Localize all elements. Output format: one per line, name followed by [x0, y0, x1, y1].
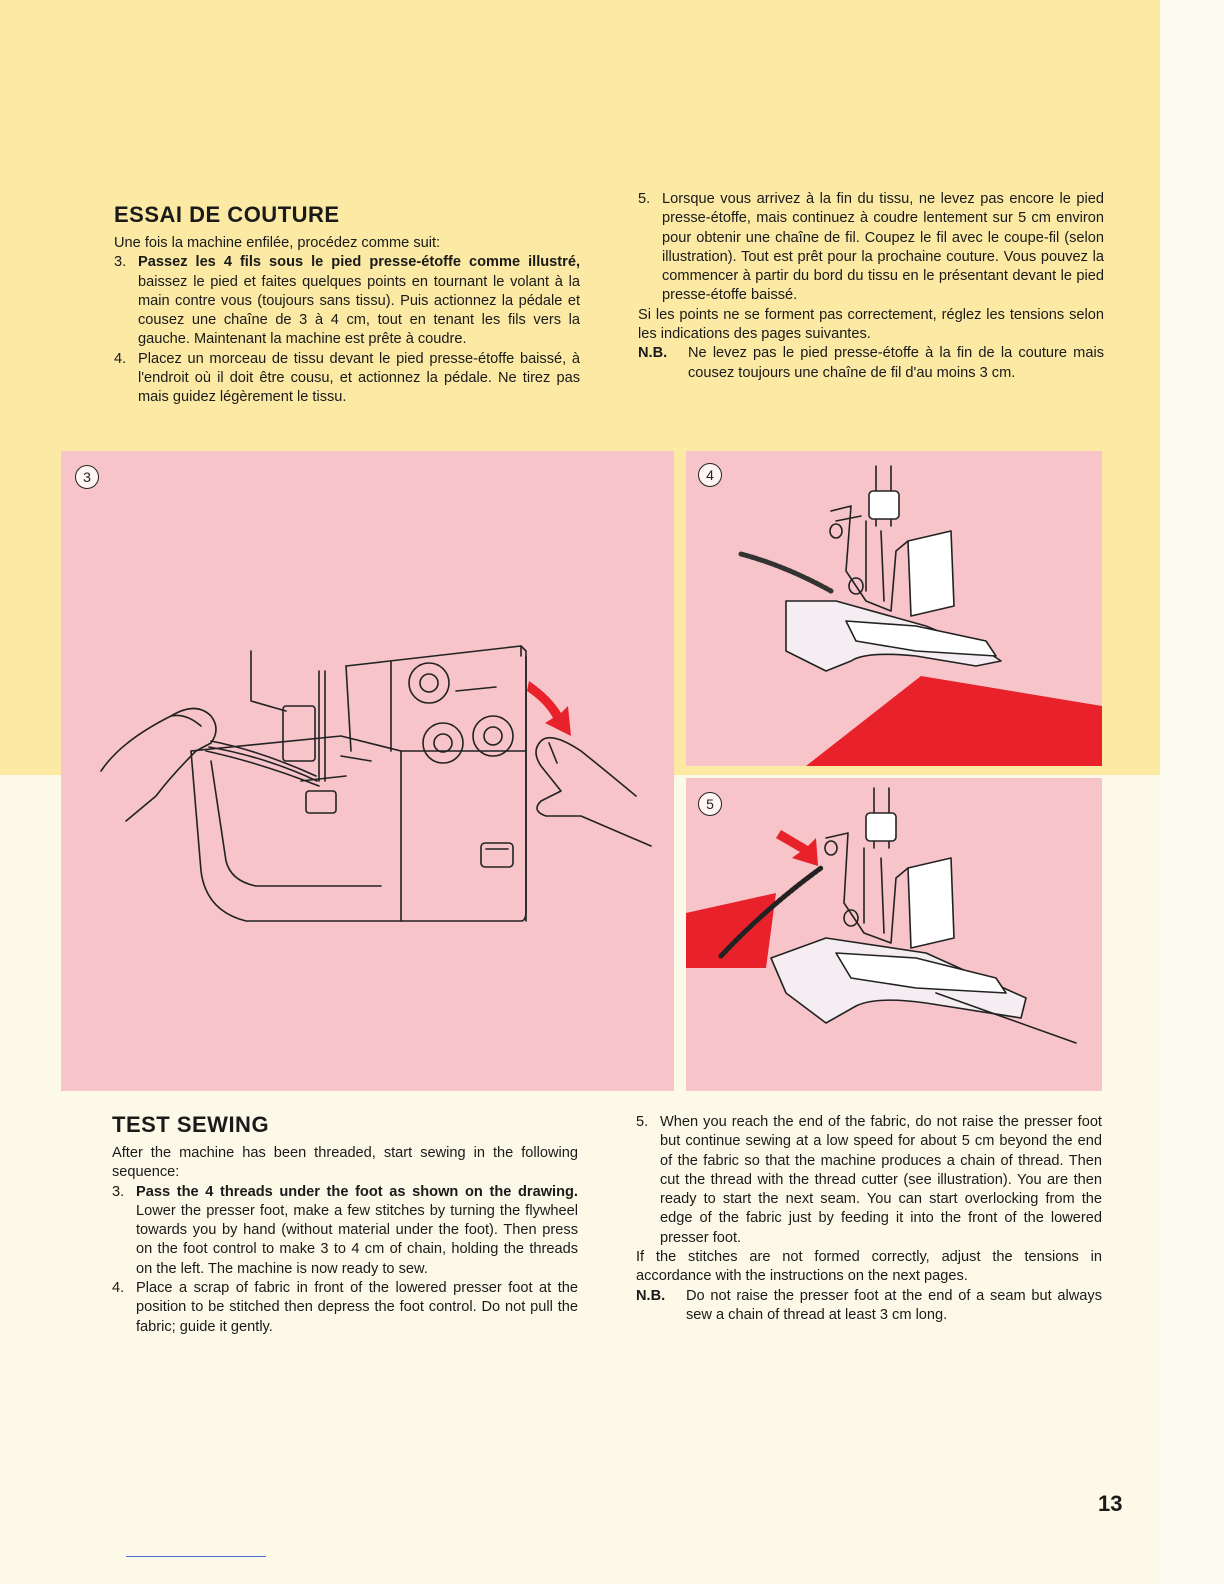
figure-3-panel [61, 451, 674, 1091]
figure-4-label: 4 [698, 463, 722, 487]
french-step-5-text: Lorsque vous arrivez à la fin du tissu, ne levez pas encore le pied presse-étoffe, mais continuez à coudre lentement sur 5 cm environ pour obtenir une chaîne de fil. Coupez le fil avec le coupe-fil (selon illustration). Tout est prêt pour la prochaine couture. Vous pouvez la commencer à partir du bord du tissu en le présentant devant le pied presse-étoffe baissé. [662, 191, 1104, 304]
right-margin-strip [1160, 0, 1224, 1584]
english-heading: TEST SEWING [112, 1112, 270, 1137]
english-right-column [636, 1113, 1102, 1325]
french-intro: Une fois la machine enfilée, procédez comme suit: [114, 235, 441, 251]
french-step-3-number: 3. [114, 254, 127, 271]
figure-4-panel [686, 451, 1102, 766]
french-left-column [114, 202, 580, 408]
footer-rule [126, 1556, 266, 1557]
figure-3-label: 3 [75, 465, 99, 489]
english-step-3-text: Lower the presser foot, make a few stitches by turning the flywheel towards you by hand (without material under the foot). Then press on the foot control to make 3 to 4 cm of chain, holding the threads on the left. The machine is now ready to sew. [136, 1202, 578, 1277]
french-step-3 [114, 253, 580, 349]
french-nb-text: Ne levez pas le pied presse-étoffe à la fin de la couture mais cousez toujours une chaîne de fil d'au moins 3 cm. [688, 345, 1104, 381]
french-step-5-number: 5. [638, 191, 651, 207]
english-step-5-number: 5. [636, 1114, 649, 1130]
presser-foot-illustration [686, 451, 1102, 766]
english-step-5 [636, 1113, 1102, 1248]
english-step-3 [112, 1183, 578, 1279]
french-note: Si les points ne se forment pas correctement, réglez les tensions selon les indications des pages suivantes. [638, 306, 1104, 343]
english-nb [636, 1287, 1102, 1326]
english-step-4-number: 4. [112, 1280, 125, 1297]
english-step-3-number: 3. [112, 1183, 125, 1200]
english-nb-label: N.B. [636, 1287, 666, 1304]
english-step-4 [112, 1279, 578, 1337]
figure-5-label: 5 [698, 792, 722, 816]
english-note: If the stitches are not formed correctly, adjust the tensions in accordance with the instructions on the next pages. [636, 1249, 1102, 1285]
french-right-column [638, 190, 1104, 383]
french-nb-label: N.B. [638, 345, 668, 362]
french-step-3-text: baissez le pied et faites quelques points en tournant le volant à la main contre vous (toujours sans tissu). Puis actionnez la pédale et cousez une chaîne de 3 à 4 cm, tout en tenant les fils vers la gauche. Maintenant la machine est prête à coudre. [138, 273, 580, 348]
french-step-5 [638, 190, 1104, 306]
english-step-3-bold: Pass the 4 threads under the foot as shown on the drawing. [136, 1183, 578, 1200]
english-step-5-text: When you reach the end of the fabric, do not raise the presser foot but continue sewing at a low speed for about 5 cm beyond the end of the fabric so that the machine produces a chain of thread. Then cut the thread with the thread cutter (see illustration). You are then ready to start the next seam. You can start overlocking from the edge of the fabric just by feeding it into the front of the lowered presser foot. [660, 1114, 1102, 1246]
rotation-arrow-icon [61, 451, 674, 1091]
page-number: 13 [1098, 1491, 1123, 1516]
french-step-4-number: 4. [114, 350, 127, 367]
english-nb-text: Do not raise the presser foot at the end of a seam but always sew a chain of thread at least 3 cm long. [686, 1287, 1102, 1323]
figure-5-panel [686, 778, 1102, 1091]
french-heading: ESSAI DE COUTURE [114, 202, 340, 227]
cutter-arrow-icon [686, 778, 1102, 1091]
french-nb [638, 344, 1104, 383]
english-step-4-text: Place a scrap of fabric in front of the lowered presser foot at the position to be stitched then depress the foot control. Do not pull the fabric; guide it gently. [136, 1280, 578, 1335]
french-step-4 [114, 350, 580, 408]
english-left-column [112, 1112, 578, 1337]
french-step-4-text: Placez un morceau de tissu devant le pied presse-étoffe baissé, à l'endroit où il doit être cousu, et actionnez la pédale. Ne tirez pas mais guidez légèrement le tissu. [138, 350, 580, 406]
english-intro: After the machine has been threaded, start sewing in the following sequence: [112, 1145, 578, 1181]
french-step-3-bold: Passez les 4 fils sous le pied presse-étoffe comme illustré, [138, 254, 580, 271]
